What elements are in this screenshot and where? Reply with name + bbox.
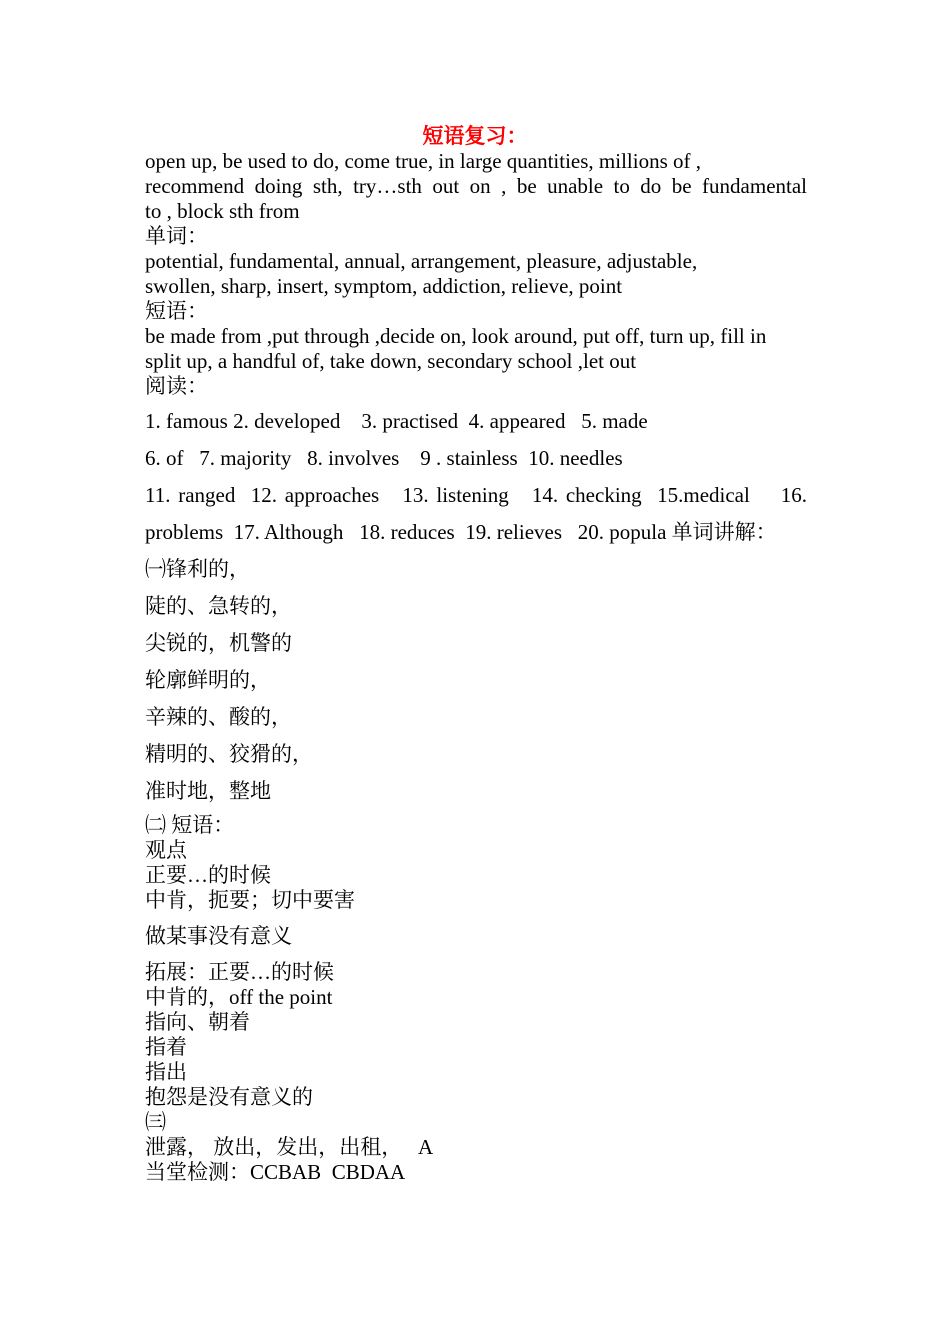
sharp-meaning-item: 尖锐的，机警的 — [145, 631, 292, 655]
point-phrase-line: 做某事没有意义 — [145, 924, 292, 948]
extension-line: 指出 — [145, 1060, 187, 1084]
point-phrase-line: 观点 — [145, 838, 187, 862]
phrases-line: be made from ,put through ,decide on, look around, put off, turn up, fill in — [145, 324, 767, 348]
reading-heading: 阅读： — [145, 374, 208, 398]
words-line: potential, fundamental, annual, arrangement, pleasure, adjustable, — [145, 249, 698, 273]
point-phrase-line: 正要…的时候 — [145, 863, 271, 887]
phrase-review-section — [145, 149, 807, 399]
point-phrase-line: ㈡ 短语： — [145, 813, 235, 837]
extension-section — [145, 960, 807, 1185]
extension-line: 中肯的，off the point — [145, 985, 333, 1009]
review-phrases-line: open up, be used to do, come true, in large quantities, millions of , — [145, 149, 702, 173]
extension-line: 泄露， 放出，发出，出租， A — [145, 1135, 434, 1159]
reading-answer-line: problems 17. Although 18. reduces 19. relieves 20. popula 单词讲解： — [145, 520, 777, 544]
sharp-meaning-item: 陡的、急转的， — [145, 594, 292, 618]
reading-answer-line: 1. famous 2. developed 3. practised 4. appeared 5. made — [145, 409, 648, 433]
phrases-line: split up, a handful of, take down, secondary school ,let out — [145, 349, 637, 373]
page-title: 短语复习： — [422, 124, 528, 148]
extension-line: ㈢ — [145, 1110, 166, 1134]
sharp-meaning-item: 轮廓鲜明的， — [145, 668, 271, 692]
point-no-point-line — [145, 924, 807, 949]
words-line: swollen, sharp, insert, symptom, addiction, relieve, point — [145, 274, 623, 298]
extension-line: 拓展：正要…的时候 — [145, 960, 334, 984]
phrases-heading: 短语： — [145, 299, 208, 323]
reading-answer-line: 6. of 7. majority 8. involves 9 . stainless 10. needles — [145, 446, 623, 470]
sharp-meaning-item: 精明的、狡猾的， — [145, 742, 313, 766]
quiz-answers-line: 当堂检测：CCBAB CBDAA — [145, 1160, 406, 1184]
sharp-meaning-item: 辛辣的、酸的， — [145, 705, 292, 729]
sharp-meaning-item: ㈠锋利的， — [145, 557, 250, 581]
point-phrase-line: 中肯，扼要；切中要害 — [145, 888, 355, 912]
sharp-meaning-item: 准时地，整地 — [145, 779, 271, 803]
review-phrases-line: to , block sth from — [145, 199, 300, 223]
words-heading: 单词： — [145, 224, 208, 248]
reading-answers-section — [145, 403, 807, 810]
extension-line: 抱怨是没有意义的 — [145, 1085, 313, 1109]
review-phrases-line: recommend doing sth, try…sth out on , be unable to do be fundamental — [145, 174, 807, 198]
point-phrases-section — [145, 813, 807, 913]
extension-line: 指向、朝着 — [145, 1010, 250, 1034]
reading-answer-line: 11. ranged 12. approaches 13. listening 14. checking 15.medical 16. — [145, 483, 807, 507]
extension-line: 指着 — [145, 1035, 187, 1059]
